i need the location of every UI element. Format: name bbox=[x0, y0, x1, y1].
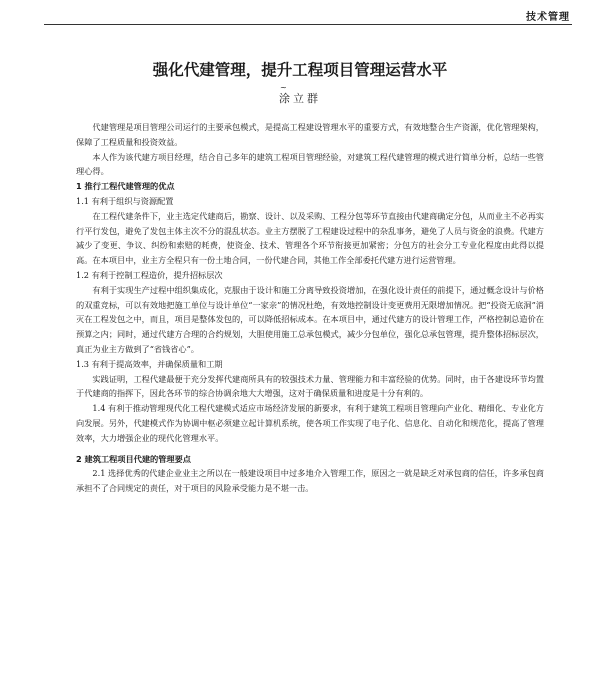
subsection-heading: 1.1 有利于组织与资源配置 bbox=[76, 195, 174, 206]
body-paragraph: 有利于实现生产过程中组织集成化，克服由于设计和施工分离导致投资增加，在强化设计责任的前提下，通过概念设计与价格的双重竞标，可以有效地把施工单位与设计单位“一家亲”的情况杜绝，有效地控制设计变更费用无限增加情况。把“投资无底洞”消灭在工程发包之中，而且，项目是整体发包的，可以降低招标成本。在本项目中，通过代建方的设计管理工作，严格控制总造价在预算之内；同时，通过代建方合理的合约规划，大胆使用施工总承包模式，减少分包单位，强化总承包管理，提升整体招标层次，真正为业主方做到了“省钱省心”。 bbox=[76, 284, 544, 354]
body-paragraph: 1.4 有利于推动管理现代化工程代建模式适应市场经济发展的新要求，有利于建筑工程项目管理向产业化、精细化、专业化方向发展。另外，代建模式作为协调中枢必须建立起计算机系统，使各项工作实现了电子化、信息化、自动化和规范化，提高了管理效率，大力增强企业的现代化管理水平。 bbox=[76, 403, 544, 443]
article-body bbox=[76, 120, 544, 496]
body-paragraph: 在工程代建条件下，业主选定代建商后，勘察、设计、以及采购、工程分包等环节直接由代建商确定分包，从而业主不必再实行平行发包，避免了发包主体主次不分的混乱状态。业主方摆脱了工程建设过程中的杂乱事务，避免了人员与资金的浪费。代建方减少了变更、争议、纠纷和索赔的耗费，使资金、技术、管理各个环节衔接更加紧密；分包方的社会分工专业化程度由此得以提高。在本项目中，业主方全程只有一份土地合同，一份代建合同，其他工作全部委托代建方进行运营管理。 bbox=[76, 210, 544, 266]
section-heading: 1 推行工程代建管理的优点 bbox=[76, 181, 175, 192]
section-tag: 技术管理 bbox=[526, 12, 570, 23]
author-name: 涂立群 bbox=[279, 92, 321, 105]
section-heading: 2 建筑工程项目代建的管理要点 bbox=[76, 453, 191, 464]
abstract-paragraph: 本人作为该代建方项目经理，结合自己多年的建筑工程项目管理经验，对建筑工程代建管理的模式进行简单分析，总结一些管理心得。 bbox=[76, 151, 544, 177]
title-ornament: ~ bbox=[280, 83, 287, 92]
subsection-heading: 1.3 有利于提高效率，并确保质量和工期 bbox=[76, 358, 223, 369]
body-paragraph: 2.1 选择优秀的代建企业业主之所以在一般建设项目中过多地介入管理工作，原因之一就是缺乏对承包商的信任，许多承包商承担不了合同规定的责任，对于项目的风险承受能力是不堪一击。 bbox=[76, 468, 544, 494]
header-rule bbox=[44, 24, 572, 25]
subsection-heading: 1.2 有利于控制工程造价，提升招标层次 bbox=[76, 269, 223, 280]
article-title: 强化代建管理，提升工程项目管理运营水平 bbox=[152, 61, 448, 79]
body-paragraph: 实践证明，工程代建最便于充分发挥代建商所具有的较强技术力量、管理能力和丰富经验的优势。同时，由于各建设环节均置于代建商的指挥下，因此各环节的综合协调余地大大增强，这对于确保质量和进度是十分有利的。 bbox=[76, 373, 544, 399]
abstract-paragraph: 代建管理是项目管理公司运行的主要承包模式，是提高工程建设管理水平的重要方式，有效地整合生产资源，优化管理架构，保障了工程质量和投资效益。 bbox=[76, 122, 544, 147]
